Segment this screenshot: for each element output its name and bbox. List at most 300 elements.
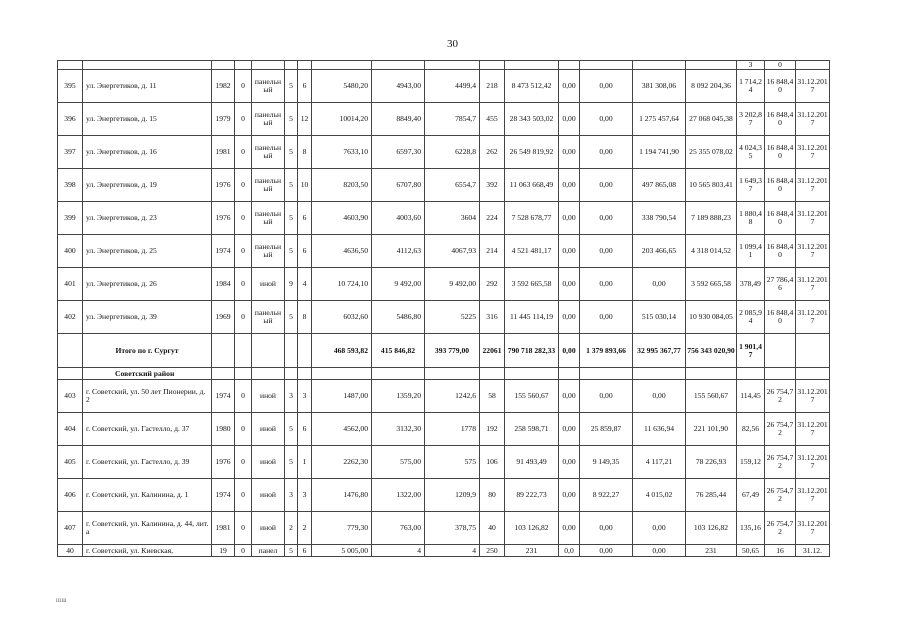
address-cell: г. Советский, ул. 50 лет Пионерии, д. 2: [83, 380, 212, 413]
table-row: [58, 446, 830, 479]
total-area-cell: 1476,80: [312, 479, 372, 512]
address-cell: г. Советский, ул. Калинина, д. 44, лит. а: [83, 512, 212, 545]
budget-cell: 0,00: [580, 512, 633, 545]
repair-cost-cell: 258 598,71: [505, 413, 559, 446]
living-area-cell: 4112,63: [372, 235, 425, 268]
floors-cell: 5: [285, 103, 298, 136]
owners-funds-cell: 155 560,67: [686, 380, 737, 413]
deadline-cell: 31.12.: [796, 545, 830, 557]
district-name: Советский район: [83, 368, 212, 380]
repair-cost-cell: 28 343 503,02: [505, 103, 559, 136]
fund-cell: 0,00: [559, 380, 580, 413]
budget-cell: 1 379 893,66: [580, 334, 633, 368]
row-number-cell: 399: [58, 202, 83, 235]
entrances-cell: 4: [298, 268, 312, 301]
max-unit-cost-cell: 26 754,72: [765, 512, 796, 545]
address-cell: ул. Энергетиков, д. 16: [83, 136, 212, 169]
residents-cell: 292: [480, 268, 505, 301]
entrances-cell: 8: [298, 301, 312, 334]
budget-share-cell: 338 790,54: [633, 202, 686, 235]
residential-area-cell: 393 779,00: [425, 334, 480, 368]
floors-cell: 3: [285, 380, 298, 413]
unit-cost-cell: 378,49: [737, 268, 765, 301]
address-cell: г. Советский, ул. Калинина, д. 1: [83, 479, 212, 512]
empty-cell: [796, 368, 830, 380]
floors-cell: 5: [285, 235, 298, 268]
flag-cell: 0: [235, 169, 252, 202]
fund-cell: 0,00: [559, 413, 580, 446]
budget-share-cell: 515 030,14: [633, 301, 686, 334]
empty-cell: [765, 368, 796, 380]
year-cell: 1981: [212, 512, 235, 545]
footer-mark: ШШ: [56, 599, 68, 604]
table-row: [58, 235, 830, 268]
owners-funds-cell: 8 092 204,36: [686, 70, 737, 103]
living-area-cell: 575,00: [372, 446, 425, 479]
budget-share-cell: 11 636,94: [633, 413, 686, 446]
unit-cost-cell: 114,45: [737, 380, 765, 413]
flag-cell: 0: [235, 136, 252, 169]
deadline-cell: 31.12.2017: [796, 136, 830, 169]
empty-cell: [480, 368, 505, 380]
year-cell: 1976: [212, 202, 235, 235]
fund-cell: 0,00: [559, 70, 580, 103]
empty-cell: [212, 334, 235, 368]
entrances-cell: 3: [298, 479, 312, 512]
empty-cell: [235, 368, 252, 380]
row-number-cell: 400: [58, 235, 83, 268]
deadline-cell: 31.12.2017: [796, 413, 830, 446]
empty-cell: [765, 334, 796, 368]
district-header-row: [58, 368, 830, 380]
empty-cell: [58, 368, 83, 380]
floors-cell: 5: [285, 446, 298, 479]
fund-cell: 0,00: [559, 202, 580, 235]
total-area-cell: 6032,60: [312, 301, 372, 334]
residential-area-cell: 3604: [425, 202, 480, 235]
max-unit-cost-cell: 26 754,72: [765, 380, 796, 413]
row-number-cell: 396: [58, 103, 83, 136]
empty-cell: [285, 61, 298, 70]
wall-material-cell: иной: [252, 512, 285, 545]
residents-cell: 316: [480, 301, 505, 334]
empty-cell: [633, 368, 686, 380]
residential-area-cell: 575: [425, 446, 480, 479]
empty-cell: [580, 368, 633, 380]
residents-cell: 58: [480, 380, 505, 413]
unit-cost-cell: 82,56: [737, 413, 765, 446]
empty-cell: [212, 61, 235, 70]
residential-area-cell: 7854,7: [425, 103, 480, 136]
budget-share-cell: 203 466,65: [633, 235, 686, 268]
year-cell: 1981: [212, 136, 235, 169]
fund-cell: 0,0: [559, 545, 580, 557]
repair-cost-cell: 7 528 678,77: [505, 202, 559, 235]
fund-cell: 0,00: [559, 479, 580, 512]
total-area-cell: 4562,00: [312, 413, 372, 446]
total-row: [58, 334, 830, 368]
residents-cell: 40: [480, 512, 505, 545]
max-unit-cost-cell: 0: [765, 61, 796, 70]
address-cell: г. Советский, ул. Гастелло, д. 39: [83, 446, 212, 479]
year-cell: 1980: [212, 413, 235, 446]
flag-cell: 0: [235, 545, 252, 557]
budget-share-cell: 1 275 457,64: [633, 103, 686, 136]
unit-cost-cell: 1 099,41: [737, 235, 765, 268]
empty-cell: [505, 61, 559, 70]
living-area-cell: 763,00: [372, 512, 425, 545]
empty-cell: [425, 368, 480, 380]
address-cell: ул. Энергетиков, д. 39: [83, 301, 212, 334]
total-area-cell: 5480,20: [312, 70, 372, 103]
residential-area-cell: 6228,8: [425, 136, 480, 169]
wall-material-cell: панельный: [252, 202, 285, 235]
budget-cell: 0,00: [580, 380, 633, 413]
entrances-cell: 10: [298, 169, 312, 202]
year-cell: 1979: [212, 103, 235, 136]
flag-cell: 0: [235, 103, 252, 136]
deadline-cell: 31.12.2017: [796, 202, 830, 235]
address-cell: г. Советский, ул. Киевская,: [83, 545, 212, 557]
budget-cell: 0,00: [580, 136, 633, 169]
table-row: [58, 413, 830, 446]
unit-cost-cell: 1 714,24: [737, 70, 765, 103]
residents-cell: 262: [480, 136, 505, 169]
budget-share-cell: 4 015,02: [633, 479, 686, 512]
unit-cost-cell: 1 649,37: [737, 169, 765, 202]
repair-cost-cell: 3 592 665,58: [505, 268, 559, 301]
empty-cell: [298, 368, 312, 380]
total-area-cell: 7633,10: [312, 136, 372, 169]
empty-cell: [559, 368, 580, 380]
budget-share-cell: 0,00: [633, 268, 686, 301]
flag-cell: 0: [235, 70, 252, 103]
residents-cell: 192: [480, 413, 505, 446]
living-area-cell: 9 492,00: [372, 268, 425, 301]
repair-cost-cell: 4 521 481,17: [505, 235, 559, 268]
residents-cell: 392: [480, 169, 505, 202]
max-unit-cost-cell: 26 754,72: [765, 413, 796, 446]
flag-cell: 0: [235, 512, 252, 545]
entrances-cell: 6: [298, 235, 312, 268]
residential-area-cell: 6554,7: [425, 169, 480, 202]
housing-register-table: [57, 60, 830, 557]
max-unit-cost-cell: 27 786,46: [765, 268, 796, 301]
wall-material-cell: иной: [252, 479, 285, 512]
max-unit-cost-cell: 16 848,40: [765, 301, 796, 334]
budget-share-cell: 1 194 741,90: [633, 136, 686, 169]
unit-cost-cell: 159,12: [737, 446, 765, 479]
budget-share-cell: 32 995 367,77: [633, 334, 686, 368]
flag-cell: 0: [235, 380, 252, 413]
entrances-cell: 1: [298, 446, 312, 479]
living-area-cell: 415 846,82: [372, 334, 425, 368]
floors-cell: 9: [285, 268, 298, 301]
year-cell: 1984: [212, 268, 235, 301]
max-unit-cost-cell: 26 754,72: [765, 479, 796, 512]
unit-cost-cell: 135,16: [737, 512, 765, 545]
row-number-cell: 405: [58, 446, 83, 479]
empty-cell: [372, 61, 425, 70]
total-area-cell: 779,30: [312, 512, 372, 545]
row-number-cell: 403: [58, 380, 83, 413]
living-area-cell: 4: [372, 545, 425, 557]
flag-cell: 0: [235, 446, 252, 479]
wall-material-cell: иной: [252, 380, 285, 413]
table-body: [58, 61, 830, 557]
empty-cell: [285, 368, 298, 380]
flag-cell: 0: [235, 413, 252, 446]
total-area-cell: 10 724,10: [312, 268, 372, 301]
deadline-cell: 31.12.2017: [796, 446, 830, 479]
residents-cell: 250: [480, 545, 505, 557]
budget-cell: 0,00: [580, 301, 633, 334]
wall-material-cell: панел: [252, 545, 285, 557]
residential-area-cell: 1242,6: [425, 380, 480, 413]
empty-cell: [312, 368, 372, 380]
residents-cell: 80: [480, 479, 505, 512]
floors-cell: 3: [285, 479, 298, 512]
floors-cell: 5: [285, 413, 298, 446]
deadline-cell: 31.12.2017: [796, 512, 830, 545]
deadline-cell: 31.12.2017: [796, 380, 830, 413]
total-area-cell: 468 593,82: [312, 334, 372, 368]
owners-funds-cell: 10 930 084,05: [686, 301, 737, 334]
row-number-cell: 407: [58, 512, 83, 545]
fund-cell: 0,00: [559, 103, 580, 136]
wall-material-cell: панельный: [252, 136, 285, 169]
unit-cost-cell: 1 901,47: [737, 334, 765, 368]
unit-cost-cell: 4 024,35: [737, 136, 765, 169]
flag-cell: 0: [235, 268, 252, 301]
budget-share-cell: 381 308,06: [633, 70, 686, 103]
living-area-cell: 4003,60: [372, 202, 425, 235]
repair-cost-cell: 26 549 819,92: [505, 136, 559, 169]
row-number-cell: 401: [58, 268, 83, 301]
entrances-cell: 3: [298, 380, 312, 413]
budget-cell: 0,00: [580, 169, 633, 202]
floors-cell: 5: [285, 70, 298, 103]
repair-cost-cell: 89 222,73: [505, 479, 559, 512]
repair-cost-cell: 11 063 668,49: [505, 169, 559, 202]
residential-area-cell: 4499,4: [425, 70, 480, 103]
total-area-cell: 8203,50: [312, 169, 372, 202]
fund-cell: 0,00: [559, 446, 580, 479]
budget-cell: 0,00: [580, 268, 633, 301]
empty-cell: [212, 368, 235, 380]
max-unit-cost-cell: 16 848,40: [765, 70, 796, 103]
budget-cell: 9 149,35: [580, 446, 633, 479]
total-area-cell: 4603,90: [312, 202, 372, 235]
entrances-cell: 6: [298, 413, 312, 446]
address-cell: ул. Энергетиков, д. 11: [83, 70, 212, 103]
wall-material-cell: иной: [252, 446, 285, 479]
budget-cell: 0,00: [580, 545, 633, 557]
entrances-cell: 12: [298, 103, 312, 136]
entrances-cell: 6: [298, 70, 312, 103]
entrances-cell: 6: [298, 545, 312, 557]
floors-cell: 5: [285, 301, 298, 334]
budget-cell: 0,00: [580, 202, 633, 235]
wall-material-cell: панельный: [252, 169, 285, 202]
unit-cost-cell: 67,49: [737, 479, 765, 512]
living-area-cell: 1359,20: [372, 380, 425, 413]
year-cell: 1974: [212, 380, 235, 413]
empty-cell: [298, 61, 312, 70]
floors-cell: 5: [285, 545, 298, 557]
residents-cell: 106: [480, 446, 505, 479]
deadline-cell: 31.12.2017: [796, 235, 830, 268]
living-area-cell: 1322,00: [372, 479, 425, 512]
budget-share-cell: 0,00: [633, 380, 686, 413]
budget-cell: 8 922,27: [580, 479, 633, 512]
residential-area-cell: 1778: [425, 413, 480, 446]
wall-material-cell: панельный: [252, 235, 285, 268]
deadline-cell: 31.12.2017: [796, 479, 830, 512]
budget-cell: 0,00: [580, 235, 633, 268]
empty-cell: [480, 61, 505, 70]
continuation-row: [58, 61, 830, 70]
table-row: [58, 479, 830, 512]
owners-funds-cell: 3 592 665,58: [686, 268, 737, 301]
empty-cell: [252, 368, 285, 380]
wall-material-cell: панельный: [252, 103, 285, 136]
floors-cell: 2: [285, 512, 298, 545]
empty-cell: [312, 61, 372, 70]
empty-cell: [633, 61, 686, 70]
row-number-cell: 398: [58, 169, 83, 202]
owners-funds-cell: 103 126,82: [686, 512, 737, 545]
row-number-cell: 40: [58, 545, 83, 557]
owners-funds-cell: 76 285,44: [686, 479, 737, 512]
entrances-cell: 8: [298, 136, 312, 169]
fund-cell: 0,00: [559, 235, 580, 268]
floors-cell: 5: [285, 136, 298, 169]
owners-funds-cell: 4 318 014,52: [686, 235, 737, 268]
fund-cell: 0,00: [559, 169, 580, 202]
residential-area-cell: 4: [425, 545, 480, 557]
empty-cell: [252, 334, 285, 368]
max-unit-cost-cell: 16 848,40: [765, 136, 796, 169]
address-cell: ул. Энергетиков, д. 19: [83, 169, 212, 202]
year-cell: 1974: [212, 235, 235, 268]
address-cell: ул. Энергетиков, д. 25: [83, 235, 212, 268]
empty-cell: [505, 368, 559, 380]
fund-cell: 0,00: [559, 136, 580, 169]
owners-funds-cell: 78 226,93: [686, 446, 737, 479]
unit-cost-cell: 1 880,48: [737, 202, 765, 235]
floors-cell: 5: [285, 169, 298, 202]
table-row: [58, 103, 830, 136]
residential-area-cell: 378,75: [425, 512, 480, 545]
page-number: 30: [447, 38, 458, 50]
empty-cell: [252, 61, 285, 70]
total-area-cell: 4636,50: [312, 235, 372, 268]
flag-cell: 0: [235, 235, 252, 268]
year-cell: 1969: [212, 301, 235, 334]
budget-cell: 0,00: [580, 70, 633, 103]
deadline-cell: 31.12.2017: [796, 103, 830, 136]
residential-area-cell: 9 492,00: [425, 268, 480, 301]
repair-cost-cell: 231: [505, 545, 559, 557]
row-number-cell: 404: [58, 413, 83, 446]
repair-cost-cell: 155 560,67: [505, 380, 559, 413]
living-area-cell: 3132,30: [372, 413, 425, 446]
repair-cost-cell: 103 126,82: [505, 512, 559, 545]
table-row: [58, 70, 830, 103]
table-row: [58, 268, 830, 301]
empty-cell: [298, 334, 312, 368]
unit-cost-cell: 3: [737, 61, 765, 70]
deadline-cell: 31.12.2017: [796, 301, 830, 334]
living-area-cell: 4943,00: [372, 70, 425, 103]
flag-cell: 0: [235, 479, 252, 512]
residents-cell: 224: [480, 202, 505, 235]
residents-cell: 214: [480, 235, 505, 268]
total-area-cell: 2262,30: [312, 446, 372, 479]
living-area-cell: 8849,40: [372, 103, 425, 136]
wall-material-cell: панельный: [252, 301, 285, 334]
entrances-cell: 2: [298, 512, 312, 545]
living-area-cell: 6597,30: [372, 136, 425, 169]
total-area-cell: 10014,20: [312, 103, 372, 136]
table-row: [58, 545, 830, 557]
unit-cost-cell: 50,65: [737, 545, 765, 557]
empty-cell: [235, 334, 252, 368]
owners-funds-cell: 756 343 020,90: [686, 334, 737, 368]
table-row: [58, 380, 830, 413]
repair-cost-cell: 91 493,49: [505, 446, 559, 479]
empty-cell: [559, 61, 580, 70]
year-cell: 1982: [212, 70, 235, 103]
address-cell: г. Советский, ул. Гастелло, д. 37: [83, 413, 212, 446]
empty-cell: [686, 61, 737, 70]
max-unit-cost-cell: 16 848,40: [765, 202, 796, 235]
wall-material-cell: панельный: [252, 70, 285, 103]
empty-cell: [58, 61, 83, 70]
deadline-cell: 31.12.2017: [796, 70, 830, 103]
empty-cell: [83, 61, 212, 70]
unit-cost-cell: 2 085,94: [737, 301, 765, 334]
owners-funds-cell: 231: [686, 545, 737, 557]
row-number-cell: 395: [58, 70, 83, 103]
row-number-cell: 402: [58, 301, 83, 334]
total-area-cell: 1487,00: [312, 380, 372, 413]
year-cell: 1974: [212, 479, 235, 512]
residents-cell: 455: [480, 103, 505, 136]
budget-cell: 25 859,87: [580, 413, 633, 446]
fund-cell: 0,00: [559, 512, 580, 545]
flag-cell: 0: [235, 301, 252, 334]
empty-cell: [796, 334, 830, 368]
residents-cell: 218: [480, 70, 505, 103]
max-unit-cost-cell: 16 848,40: [765, 169, 796, 202]
year-cell: 1976: [212, 169, 235, 202]
address-cell: ул. Энергетиков, д. 15: [83, 103, 212, 136]
budget-share-cell: 0,00: [633, 512, 686, 545]
row-number-cell: 406: [58, 479, 83, 512]
empty-cell: [796, 61, 830, 70]
living-area-cell: 6707,80: [372, 169, 425, 202]
max-unit-cost-cell: 16 848,40: [765, 103, 796, 136]
floors-cell: 5: [285, 202, 298, 235]
unit-cost-cell: 3 202,87: [737, 103, 765, 136]
empty-cell: [425, 61, 480, 70]
year-cell: 1976: [212, 446, 235, 479]
owners-funds-cell: 7 189 888,23: [686, 202, 737, 235]
empty-cell: [737, 368, 765, 380]
fund-cell: 0,00: [559, 301, 580, 334]
